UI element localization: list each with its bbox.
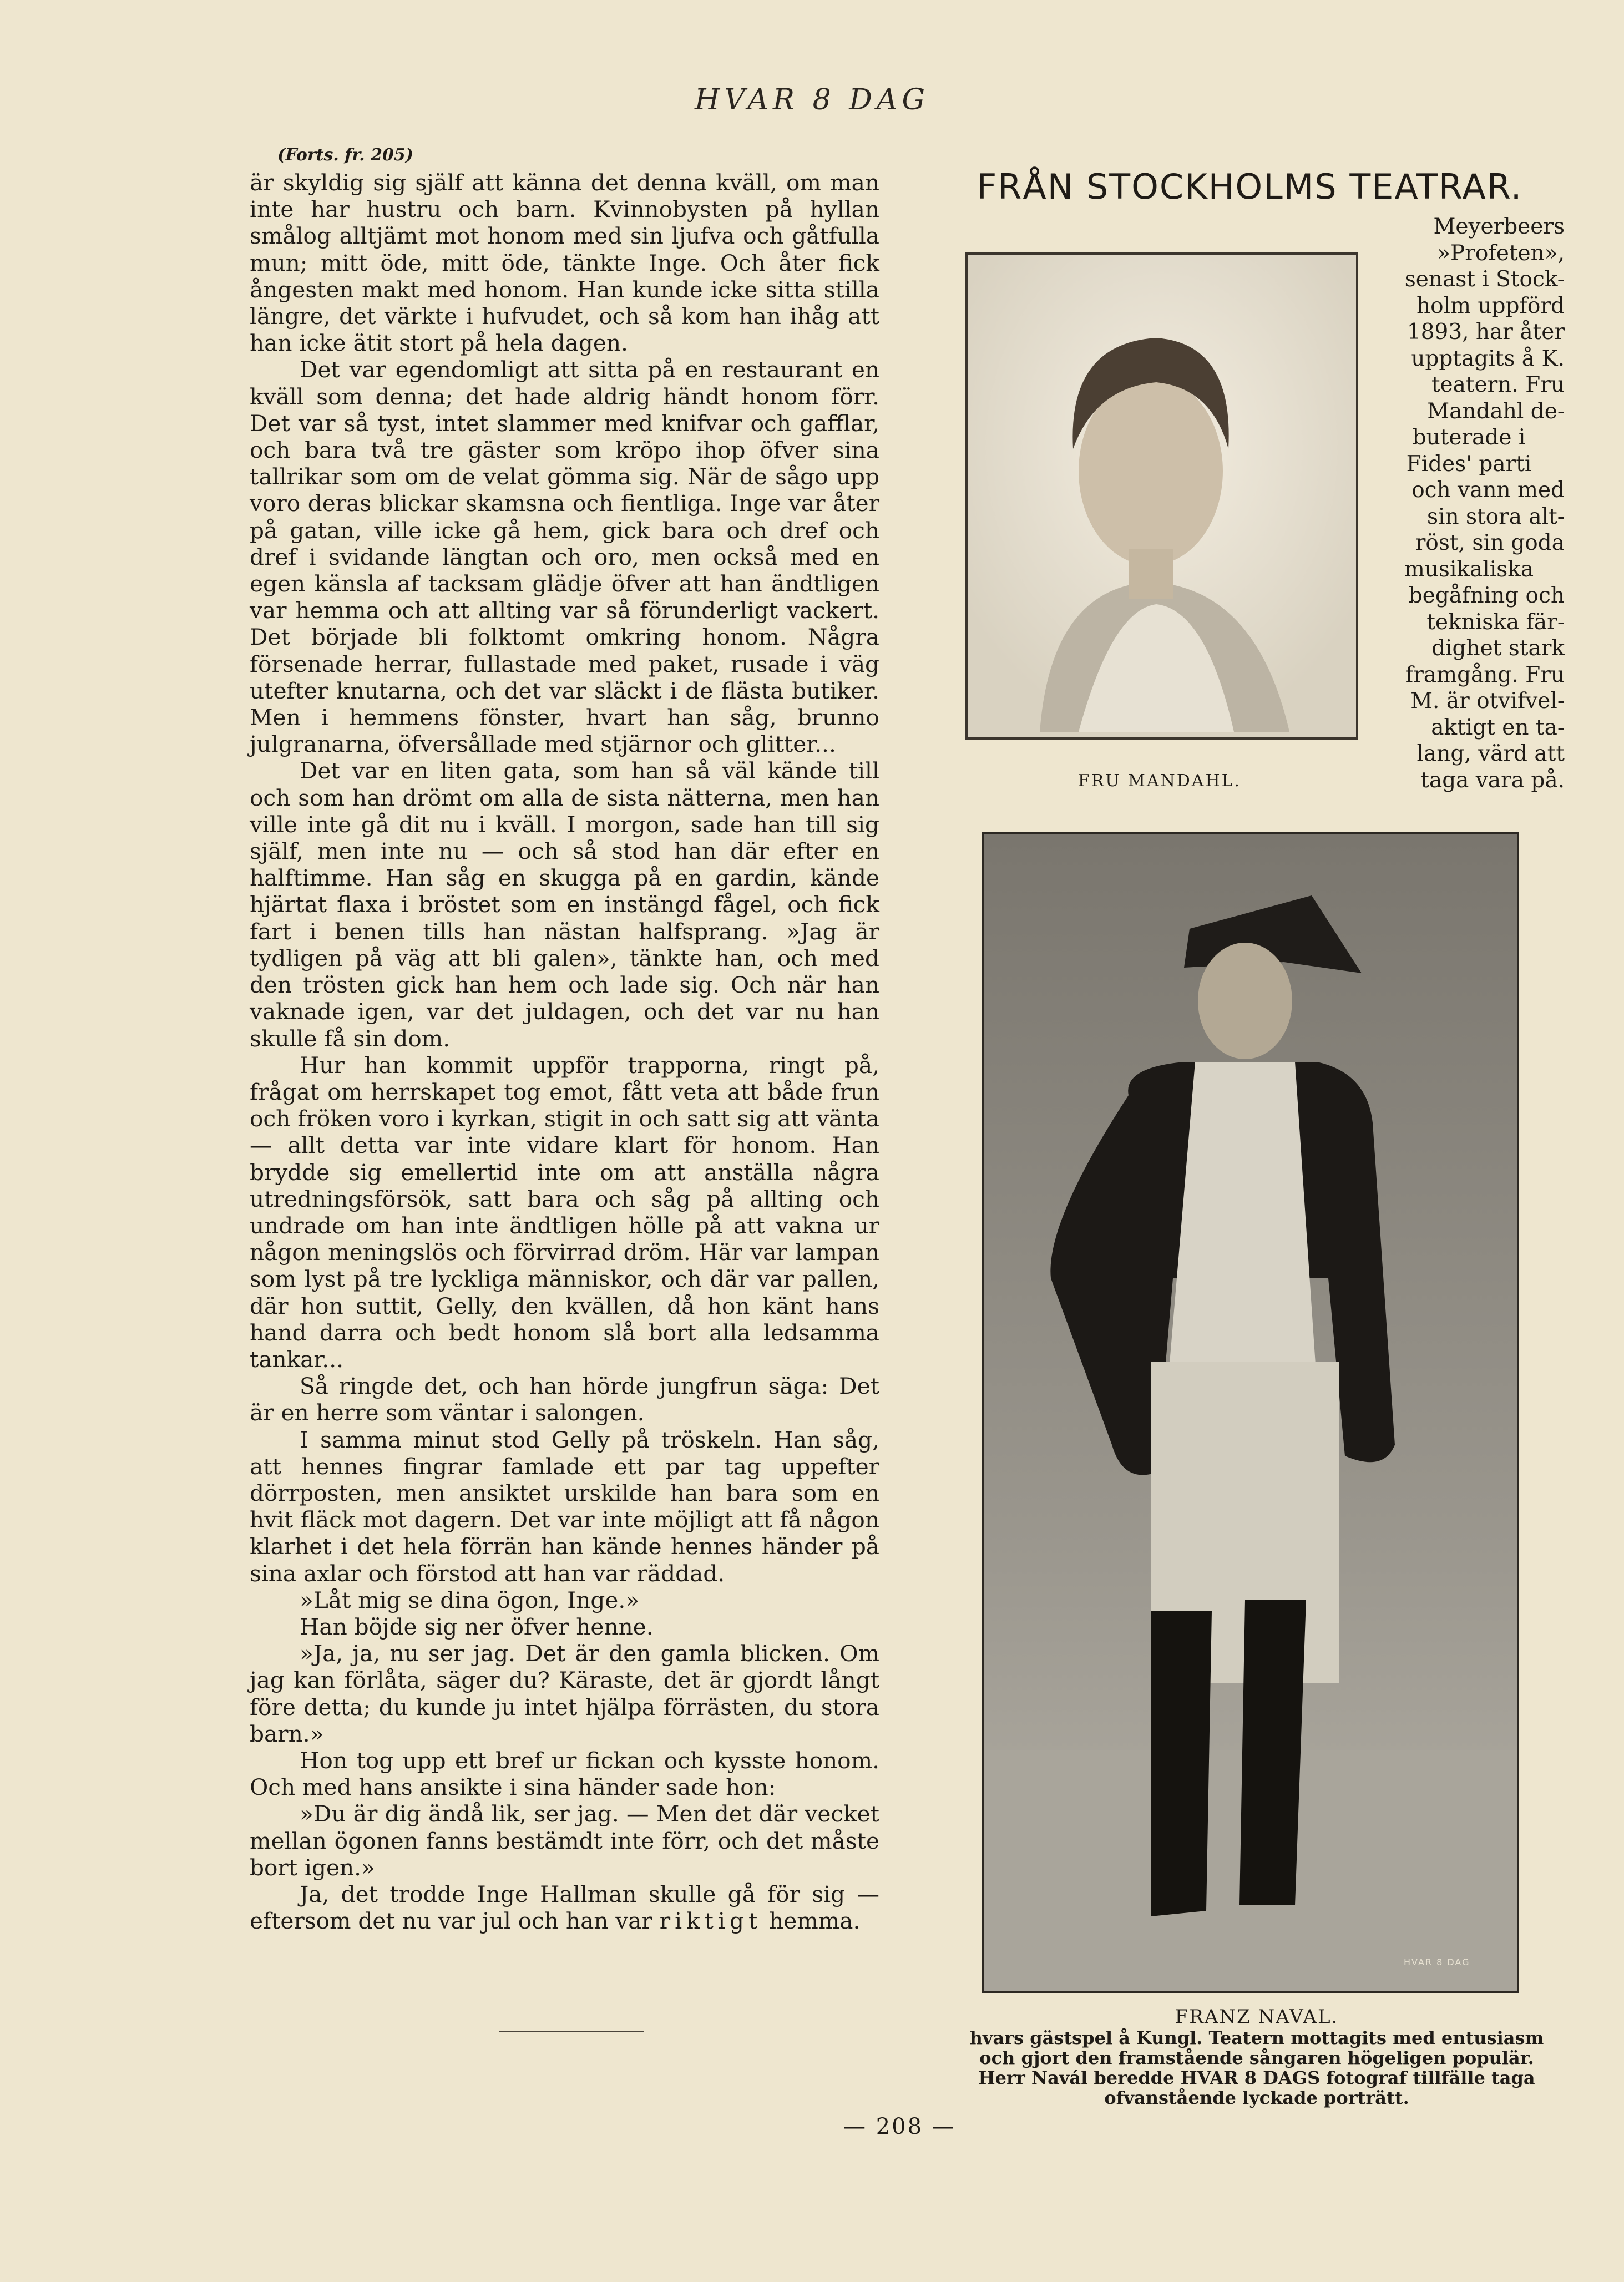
- article-paragraph: »Du är dig ändå lik, ser jag. — Men det där vecket mellan ögonen fanns bestämdt inte förr, och det måste bort igen.»: [250, 1800, 879, 1881]
- theatre-note-line: senast i Stock-: [1404, 267, 1565, 292]
- section-heading: FRÅN STOCKHOLMS TEATRAR.: [977, 166, 1523, 207]
- article-paragraph: Hur han kommit uppför trapporna, ringt på, frågat om herrskapet tog emot, fått veta att både frun och fröken voro i kyrkan, stigit in och satt sig att vänta — allt detta var inte vidare klart för honom. Han brydde sig emellertid inte om att anställa några utredningsförsök, satt bara och såg på allting och undrade om han inte ändtligen hölle på att vakna ur någon meningslös och förvirrad dröm. Här var lampan som lyst på tre lyckliga människor, och där var pallen, där hon suttit, Gelly, den kvällen, då hon känt hans hand darra och bedt honom slå bort alla ledsamma tankar...: [250, 1051, 879, 1373]
- running-head: HVAR 8 DAG: [694, 83, 929, 117]
- portrait-photo-frame: [965, 252, 1358, 740]
- theatre-note-line: dighet stark: [1431, 636, 1565, 661]
- theatre-note-line: musikaliska: [1404, 556, 1534, 582]
- theatre-note-line: röst, sin goda: [1415, 530, 1565, 555]
- theatre-note-line: holm uppförd: [1416, 293, 1565, 318]
- photo-caption: [938, 2028, 1576, 2108]
- article-paragraph: I samma minut stod Gelly på tröskeln. Han såg, att hennes fingrar famlade ett par tag uppefter dörrposten, men ansiktet urskilde han bara som en hvit fläck mot dagern. Det var inte möjligt att få någon klarhet i det hela förrän han kände hennes händer på sina axlar och förstod att han var räddad.: [250, 1426, 879, 1587]
- theatre-note-line: »Profeten»,: [1437, 240, 1565, 266]
- theatre-note-line: upptagits å K.: [1411, 346, 1565, 371]
- theatre-note-line: sin stora alt-: [1426, 504, 1565, 529]
- photo-caption-title: FRANZ NAVAL.: [1175, 2006, 1339, 2028]
- theatre-note-line: Meyerbeers: [1433, 214, 1565, 239]
- theatre-note-line: buterade i: [1412, 425, 1526, 450]
- continuation-note: (Forts. fr. 205): [277, 145, 413, 165]
- photo-caption-line: och gjort den framstående sångaren högeligen populär.: [979, 2047, 1534, 2068]
- theatre-note-line: Fides' parti: [1406, 451, 1532, 477]
- portrait-caption: FRU MANDAHL.: [1077, 771, 1242, 791]
- theatre-note-line: framgång. Fru: [1405, 662, 1565, 687]
- portrait-photo: [968, 255, 1356, 737]
- article-paragraph: Hon tog upp ett bref ur fickan och kysste honom. Och med hans ansikte i sina händer sade hon:: [250, 1747, 879, 1801]
- article-paragraph: Så ringde det, och han hörde jungfrun säga: Det är en herre som väntar i salongen.: [250, 1373, 879, 1426]
- photo-caption-line: ofvanstående lyckade porträtt.: [1104, 2087, 1409, 2108]
- article-text: [250, 169, 879, 1934]
- theatre-note-line: tekniska fär-: [1426, 609, 1565, 635]
- article-last-paragraph: [250, 1881, 879, 1934]
- theatre-note-line: aktigt en ta-: [1431, 715, 1565, 740]
- article-paragraph: Det var egendomligt att sitta på en restaurant en kväll som denna; det hade aldrig händt honom förr. Det var så tyst, intet slammer med knifvar och gafflar, och bara två tre gäster som kröpo ihop öfver sina tallrikar som om de velat gömma sig. När de sågo upp voro deras blickar skamsna och fientliga. Inge var åter på gatan, ville icke gå hem, gick bara och dref och dref i svidande längtan och oro, men också med en egen känsla af tacksam glädje öfver att han ändtligen var hemma och att allting var så förunderligt vackert. Det började bli folktomt omkring honom. Några försenade herrar, fullastade med paket, rusade i väg utefter knutarna, och det var släckt i de flästa butiker. Men i hemmens fönster, hvart han såg, brunno julgranarna, öfversållade med stjärnor och glitter...: [250, 356, 879, 758]
- theatre-note-line: lang, värd att: [1416, 741, 1565, 766]
- spaced-emphasis: riktigt: [659, 1907, 762, 1935]
- article-paragraph: »Ja, ja, nu ser jag. Det är den gamla blicken. Om jag kan förlåta, säger du? Käraste, det är gjordt långt före detta; du kunde ju intet hjälpa förrästen, du stora barn.»: [250, 1640, 879, 1747]
- theatre-note-line: M. är otvifvel-: [1410, 689, 1565, 714]
- theatre-note-line: teatern. Fru: [1431, 372, 1565, 397]
- article-paragraph: »Låt mig se dina ögon, Inge.»: [300, 1586, 640, 1613]
- full-length-photo: [984, 834, 1517, 1991]
- photo-caption-line: hvars gästspel å Kungl. Teatern mottagits med entusiasm: [969, 2027, 1544, 2048]
- page-number: — 208 —: [843, 2114, 956, 2139]
- article-paragraph: Han böjde sig ner öfver henne.: [300, 1613, 654, 1640]
- theatre-note-line: och vann med: [1411, 478, 1565, 503]
- theatre-note-line: 1893, har åter: [1407, 320, 1565, 345]
- last-paragraph-lead: Ja, det trodde Inge Hallman skulle gå för sig — eftersom det nu var jul och han var: [250, 1881, 879, 1935]
- last-paragraph-end: hemma.: [769, 1907, 861, 1935]
- theatre-note-line: begåfning och: [1408, 583, 1565, 608]
- photo-watermark: HVAR 8 DAG: [1404, 1957, 1470, 1967]
- theatre-note: [1373, 214, 1565, 793]
- full-length-photo-frame: [982, 832, 1519, 1993]
- theatre-note-line: Mandahl de-: [1427, 398, 1565, 424]
- end-rule: [499, 2031, 644, 2032]
- photo-caption-line: Herr Navál beredde HVAR 8 DAGS fotograf tillfälle taga: [978, 2067, 1535, 2088]
- article-paragraph: Det var en liten gata, som han så väl kände till och som han drömt om alla de sista nätterna, men han ville inte gå dit nu i kväll. I morgon, sade han till sig själf, men inte nu — och så stod han där efter en halftimme. Han såg en skugga på en gardin, kände hjärtat flaxa i bröstet som en instängd fågel, och fick fart i benen tills han nästan halfsprang. »Jag är tydligen på väg att bli galen», tänkte han, och med den trösten gick han hem och lade sig. Och när han vaknade igen, var det juldagen, och det var nu han skulle få sin dom.: [250, 757, 879, 1052]
- theatre-note-line: taga vara på.: [1420, 767, 1565, 793]
- article-paragraph: är skyldig sig själf att känna det denna kväll, om man inte har hustru och barn. Kvinnobysten på hyllan smålog alltjämt mot honom med sin ljufva och gåtfulla mun; mitt öde, mitt öde, tänkte Inge. Och åter fick ångesten makt med honom. Han kunde icke sitta stilla längre, det värkte i hufvudet, och så kom han ihåg att han icke ätit stort på hela dagen.: [250, 169, 879, 357]
